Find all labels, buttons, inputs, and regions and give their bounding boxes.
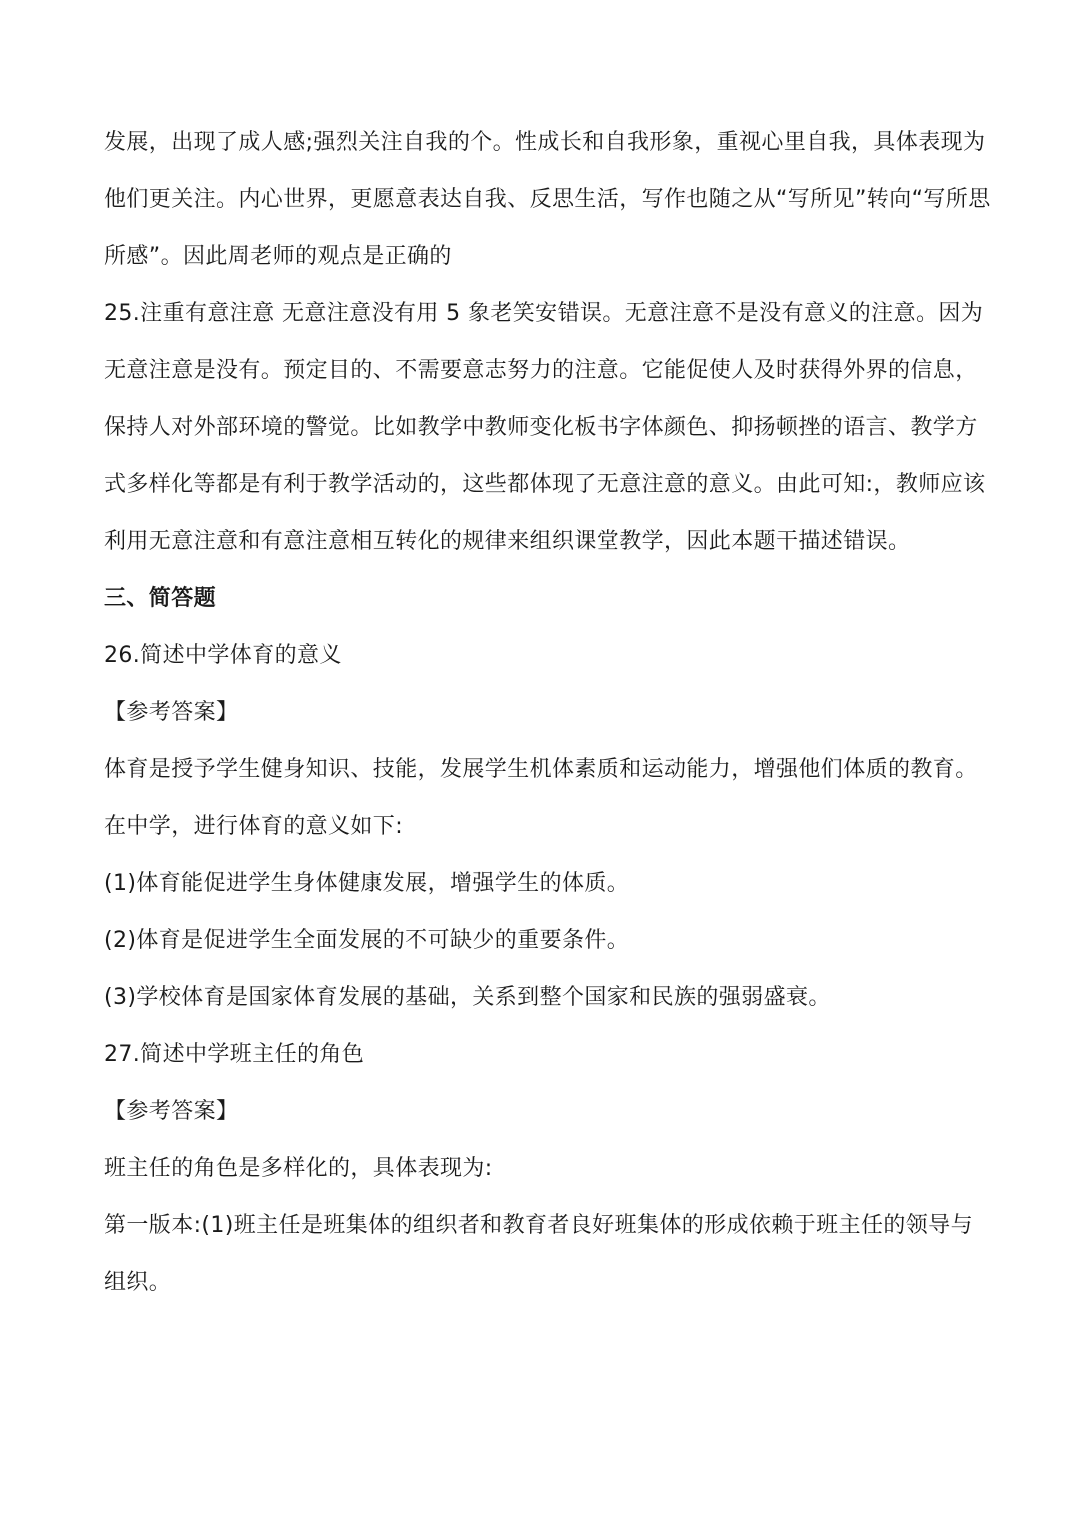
answer-label-26: 【参考答案】 — [104, 700, 239, 725]
answer-26-line: (3)学校体育是国家体育发展的基础，关系到整个国家和民族的强弱盛衰。 — [104, 985, 831, 1010]
question-26: 26.简述中学体育的意义 — [104, 643, 342, 668]
paragraph-q25-answer: 25.注重有意注意 无意注意没有用 5 象老笑安错误。无意注意不是没有意义的注意。因为无意注意是没有。预定目的、不需要意志努力的注意。它能促使人及时获得外界的信息，保持人对外部环境的警觉。比如教学中教师变化板书字体颜色、抑扬顿挫的语言、教学方式多样化等都是有利于教学活动的，这些都体现了无意注意的意义。由此可知:，教师应该利用无意注意和有意注意相互转化的规律来组织课堂教学，因此本题干描述错误。 — [104, 301, 986, 554]
paragraph-q24-answer-continuation: 发展，出现了成人感;强烈关注自我的个。性成长和自我形象，重视心里自我，具体表现为他们更关注。内心世界，更愿意表达自我、反思生活，写作也随之从“写所见”转向“写所思所感”。因此周老师的观点是正确的 — [104, 130, 991, 269]
answer-27-line: 班主任的角色是多样化的，具体表现为: — [104, 1156, 493, 1181]
answer-label-27: 【参考答案】 — [104, 1099, 239, 1124]
answer-26-line: 在中学，进行体育的意义如下: — [104, 814, 404, 839]
question-27: 27.简述中学班主任的角色 — [104, 1042, 365, 1067]
document-body — [104, 114, 994, 1311]
section-heading: 三、简答题 — [104, 586, 217, 611]
answer-26-line: (1)体育能促进学生身体健康发展，增强学生的体质。 — [104, 871, 630, 896]
answer-26-line: (2)体育是促进学生全面发展的不可缺少的重要条件。 — [104, 928, 630, 953]
answer-27-line: 第一版本:(1)班主任是班集体的组织者和教育者良好班集体的形成依赖于班主任的领导与组织。 — [104, 1213, 973, 1295]
answer-26-line: 体育是授予学生健身知识、技能，发展学生机体素质和运动能力，增强他们体质的教育。 — [104, 757, 978, 782]
